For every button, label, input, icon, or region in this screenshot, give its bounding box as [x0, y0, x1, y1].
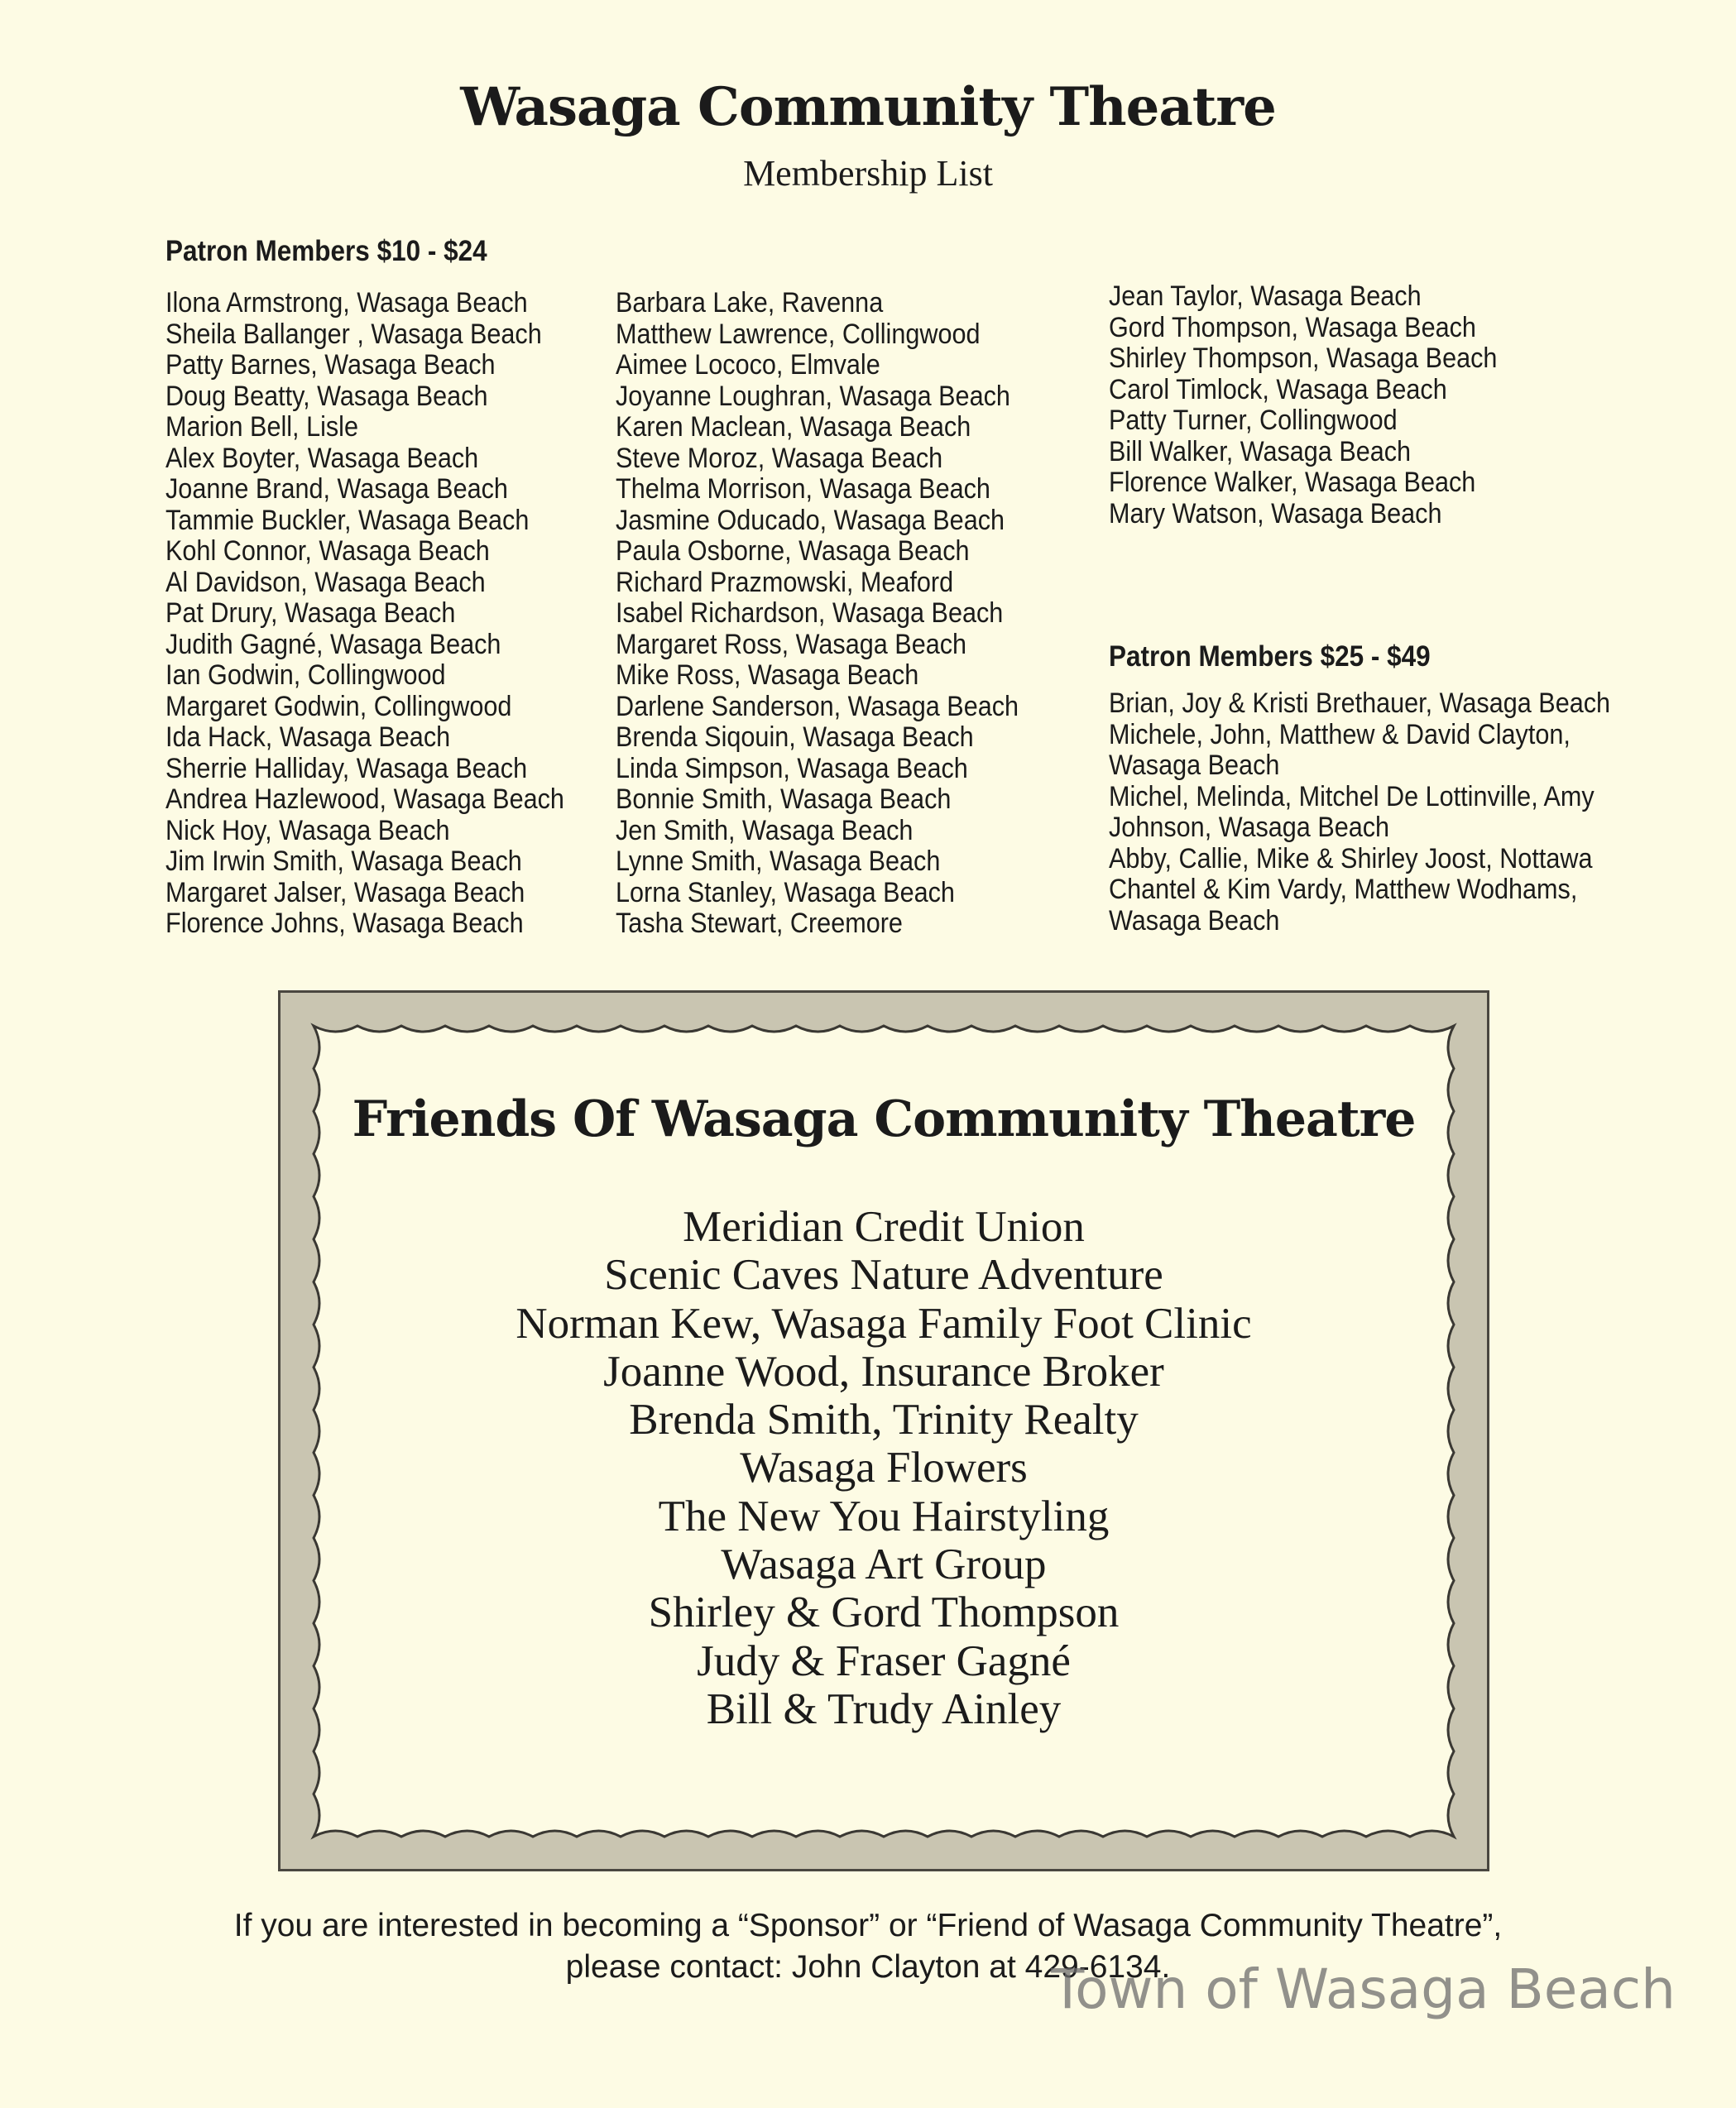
member-entry: Margaret Godwin, Collingwood — [165, 690, 512, 722]
member-entry: Patty Barnes, Wasaga Beach — [165, 349, 496, 381]
friend-entry: Joanne Wood, Insurance Broker — [603, 1347, 1164, 1396]
member-entry: Ilona Armstrong, Wasaga Beach — [165, 287, 528, 319]
member-entry: Florence Walker, Wasaga Beach — [1109, 467, 1476, 498]
member-entry: Isabel Richardson, Wasaga Beach — [616, 597, 1004, 629]
member-entry: Lynne Smith, Wasaga Beach — [616, 846, 941, 877]
member-entry: Sherrie Halliday, Wasaga Beach — [165, 752, 528, 784]
member-entry: Michele, John, Matthew & David Clayton, — [1109, 718, 1571, 750]
footer-line-1: If you are interested in becoming a “Sponsor” or “Friend of Wasaga Community Theatre”, — [233, 1908, 1503, 1943]
friend-entry: Scenic Caves Nature Adventure — [604, 1251, 1163, 1300]
footer-line-2: please contact: John Clayton at 429-6134. — [565, 1949, 1171, 1985]
member-entry: Sheila Ballanger , Wasaga Beach — [165, 318, 542, 350]
member-entry: Chantel & Kim Vardy, Matthew Wodhams, — [1109, 874, 1578, 905]
member-entry: Margaret Jalser, Wasaga Beach — [165, 876, 525, 908]
member-column-2 — [616, 288, 1019, 940]
member-entry: Bonnie Smith, Wasaga Beach — [616, 783, 952, 815]
member-entry: Linda Simpson, Wasaga Beach — [616, 752, 968, 784]
member-entry: Darlene Sanderson, Wasaga Beach — [616, 690, 1019, 722]
member-entry: Judith Gagné, Wasaga Beach — [165, 628, 501, 660]
friends-title: Friends Of Wasaga Community Theatre — [352, 1090, 1416, 1148]
section-heading-patron-25-49: Patron Members $25 - $49 — [1109, 640, 1431, 673]
member-entry: Joyanne Loughran, Wasaga Beach — [616, 380, 1010, 412]
member-entry: Jasmine Oducado, Wasaga Beach — [616, 504, 1005, 536]
member-entry: Carol Timlock, Wasaga Beach — [1109, 373, 1447, 405]
member-entry: Richard Prazmowski, Meaford — [616, 566, 954, 598]
friend-entry: Meridian Credit Union — [683, 1203, 1085, 1251]
page-subtitle: Membership List — [743, 153, 993, 194]
member-entry: Wasaga Beach — [1109, 750, 1280, 781]
member-entry: Margaret Ross, Wasaga Beach — [616, 628, 967, 660]
friend-entry: The New You Hairstyling — [658, 1492, 1110, 1540]
member-entry: Ian Godwin, Collingwood — [165, 659, 446, 691]
watermark: Town of Wasaga Beach — [1051, 1957, 1676, 2021]
member-entry: Lorna Stanley, Wasaga Beach — [616, 876, 955, 908]
member-entry: Florence Johns, Wasaga Beach — [165, 908, 524, 939]
member-entry: Barbara Lake, Ravenna — [616, 287, 884, 319]
member-entry: Doug Beatty, Wasaga Beach — [165, 380, 488, 412]
member-entry: Mary Watson, Wasaga Beach — [1109, 497, 1442, 529]
member-entry: Michel, Melinda, Mitchel De Lottinville, Amy — [1109, 780, 1595, 812]
member-entry: Matthew Lawrence, Collingwood — [616, 318, 981, 350]
friend-entry: Norman Kew, Wasaga Family Foot Clinic — [516, 1299, 1252, 1348]
member-entry: Brenda Siqouin, Wasaga Beach — [616, 721, 974, 753]
member-entry: Paula Osborne, Wasaga Beach — [616, 535, 970, 567]
member-entry: Steve Moroz, Wasaga Beach — [616, 442, 943, 474]
member-entry: Gord Thompson, Wasaga Beach — [1109, 311, 1476, 343]
member-entry: Jean Taylor, Wasaga Beach — [1109, 280, 1422, 312]
member-entry: Karen Maclean, Wasaga Beach — [616, 411, 971, 443]
member-entry: Mike Ross, Wasaga Beach — [616, 659, 919, 691]
friend-entry: Judy & Fraser Gagné — [697, 1636, 1071, 1685]
section-heading-patron-10-24: Patron Members $10 - $24 — [165, 235, 487, 267]
friend-entry: Wasaga Flowers — [740, 1444, 1028, 1492]
member-entry: Ida Hack, Wasaga Beach — [165, 721, 451, 753]
friend-entry: Brenda Smith, Trinity Realty — [629, 1396, 1139, 1444]
member-entry: Shirley Thompson, Wasaga Beach — [1109, 343, 1498, 374]
member-entry: Jim Irwin Smith, Wasaga Beach — [165, 846, 522, 877]
member-entry: Nick Hoy, Wasaga Beach — [165, 814, 450, 846]
member-entry: Tammie Buckler, Wasaga Beach — [165, 504, 530, 536]
member-entry: Kohl Connor, Wasaga Beach — [165, 535, 490, 567]
member-entry: Patty Turner, Collingwood — [1109, 405, 1398, 436]
member-entry: Johnson, Wasaga Beach — [1109, 812, 1390, 843]
member-entry: Abby, Callie, Mike & Shirley Joost, Nottawa — [1109, 842, 1593, 874]
member-entry: Wasaga Beach — [1109, 904, 1280, 937]
member-entry: Tasha Stewart, Creemore — [616, 908, 903, 939]
friends-list — [278, 1203, 1489, 1733]
member-entry: Thelma Morrison, Wasaga Beach — [616, 473, 990, 505]
member-entry: Alex Boyter, Wasaga Beach — [165, 442, 479, 474]
member-entry: Andrea Hazlewood, Wasaga Beach — [165, 783, 564, 815]
member-entry: Marion Bell, Lisle — [165, 411, 359, 443]
member-entry: Bill Walker, Wasaga Beach — [1109, 435, 1412, 467]
member-column-25-49 — [1109, 688, 1610, 937]
member-column-1 — [165, 288, 564, 940]
friend-entry: Wasaga Art Group — [721, 1540, 1047, 1589]
member-column-3 — [1109, 281, 1497, 529]
member-entry: Joanne Brand, Wasaga Beach — [165, 473, 508, 505]
page-title: Wasaga Community Theatre — [460, 76, 1276, 138]
friend-entry: Shirley & Gord Thompson — [648, 1588, 1120, 1637]
member-entry: Al Davidson, Wasaga Beach — [165, 566, 486, 598]
member-entry: Jen Smith, Wasaga Beach — [616, 814, 914, 846]
member-entry: Aimee Lococo, Elmvale — [616, 349, 880, 381]
member-entry: Brian, Joy & Kristi Brethauer, Wasaga Beach — [1109, 687, 1611, 719]
member-entry: Pat Drury, Wasaga Beach — [165, 597, 456, 629]
friend-entry: Bill & Trudy Ainley — [706, 1684, 1062, 1733]
